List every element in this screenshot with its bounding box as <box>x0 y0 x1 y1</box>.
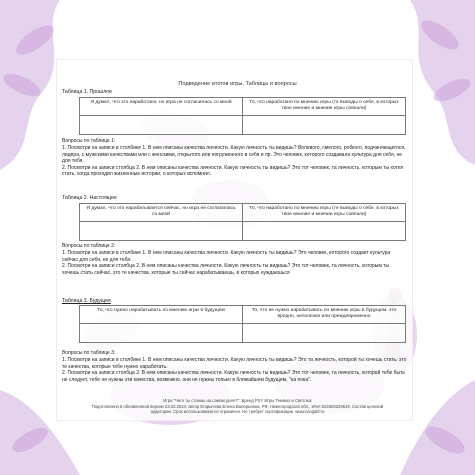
questions-2-heading: Вопросы по таблице 2: <box>62 243 116 249</box>
footer-line-2: Подготовлено в обновленной версии 23.02.2024, автор Егорычева Елена Валерьевна, РФ, Нижегородская обл., ИНН 524925229619. Состав целевой аудитории. Срок использования не ограничен. Не требует сертификации. www.iviogold.ru <box>91 403 384 415</box>
table-2-cell-1[interactable] <box>80 221 243 240</box>
table-3-label: Таблица 3. Будущее <box>62 298 111 304</box>
table-3 <box>79 305 406 343</box>
questions-3 <box>62 350 407 383</box>
table-1-cell-1[interactable] <box>80 115 243 134</box>
document-title: Подведение итогов игры. Таблицы и вопросы <box>178 81 297 87</box>
table-1-header-1: Я думал, что это наработано, но игра не согласилась со мной <box>80 98 243 116</box>
questions-1-item-1: 1. Посмотри на записи в столбике 1. В нем описаны качества личности. Какую личность ты видишь? Волевого, смелого, робкого, подчиняющегося, лидера, с мужскими качествами или с женскими, открытого или погруженного в себя и пр. Это человек, которого создавала культура для себя, не для тебя. <box>62 145 406 164</box>
table-2 <box>79 203 406 241</box>
questions-2 <box>62 243 407 276</box>
table-1-cell-2[interactable] <box>243 115 406 134</box>
questions-3-item-1: 1. Посмотри на записи в столбике 1. В нем описаны качества личности. Какую личность ты видишь? Это та личность, которой ты хочешь стать, это те качества, которые тебе нужно наработать. <box>62 357 407 370</box>
table-3-cell-2[interactable] <box>243 323 406 342</box>
table-1-header-2: То, что наработано по мнению игры (те выводы о себе, в которых твое мнение и мнение игры совпали) <box>243 98 406 116</box>
questions-3-heading: Вопросы по таблице 3: <box>62 350 116 356</box>
table-1-label: Таблица 1. Прошлое <box>62 89 113 95</box>
questions-1-heading: Вопросы по таблице 1: <box>62 138 116 144</box>
table-3-cell-1[interactable] <box>80 323 243 342</box>
footer-line-1: Игра "Чего ты стоишь на самом деле?". Бренд PSY Игры Темных и Светлых <box>163 398 312 403</box>
questions-3-item-2: 2. Посмотри на записи столбца 2. В нем описаны качества личности. Какую личность ты видишь? Это тот человек, та личность, которой тебе быть не следует, тебе не нужны эти качества, возможно, они не нужны только в ближайшем будущем, "на пока". <box>62 370 406 383</box>
questions-2-item-2: 2. Посмотри на записи столбца 2. В нем описаны качества личности. Какую личность ты видишь? Это тот человек, та личность, которым ты хочешь стать сейчас, это те качества, которые ты сейчас нарабатываешь, в которых нуждаешься <box>62 263 390 276</box>
table-3-header-1: То, что нужно нарабатывать по мнению игры в будущем <box>80 306 243 324</box>
table-2-header-2: То, что наработано по мнению игры (те выводы о себе, в которых твое мнение и мнение игры совпали) <box>243 204 406 222</box>
table-2-header-1: Я думал, что это нарабатывается сейчас, но игра не согласилась со мной <box>80 204 243 222</box>
table-1 <box>79 97 406 135</box>
document-footer <box>0 398 475 415</box>
table-3-header-2: То, что не нужно нарабатывать по мнению игры в будущем, это вредно, неполезно или преждевременно <box>243 306 406 324</box>
questions-2-item-1: 1. Посмотри на записи в столбике 1. В нем описаны качества личности. Какую личность ты видишь? Это человек, которого создает культура сейчас для себя, не для тебя. <box>62 250 391 263</box>
table-2-cell-2[interactable] <box>243 221 406 240</box>
table-2-label: Таблица 2. Настоящее <box>62 195 117 201</box>
questions-1 <box>62 138 407 178</box>
questions-1-item-2: 2. Посмотри на записи столбца 2. В нем описаны качества личности. Какую личность ты видишь? Это тот человек, та личность, которым ты хотел стать, когда проходил жизненные истории, о которых вспомнил. <box>62 164 404 177</box>
